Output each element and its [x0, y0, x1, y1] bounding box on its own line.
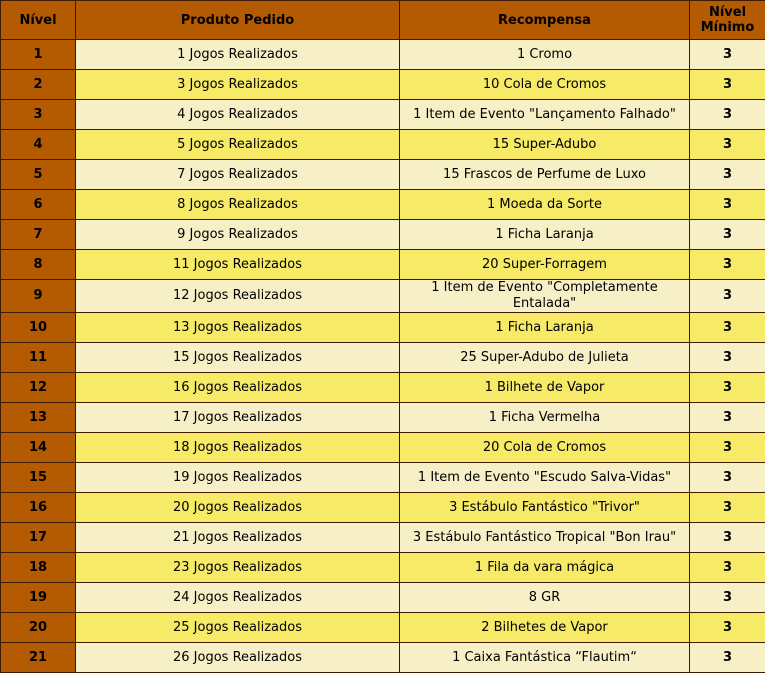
level-cell: 3 — [1, 100, 76, 130]
product-cell: 17 Jogos Realizados — [76, 403, 400, 433]
table-row — [1, 160, 765, 190]
product-cell: 24 Jogos Realizados — [76, 583, 400, 613]
product-cell: 13 Jogos Realizados — [76, 313, 400, 343]
reward-cell: 10 Cola de Cromos — [400, 70, 690, 100]
level-cell: 17 — [1, 523, 76, 553]
table-header — [1, 1, 765, 40]
header-requested-product: Produto Pedido — [76, 1, 400, 40]
min-level-cell: 3 — [690, 250, 765, 280]
level-cell: 6 — [1, 190, 76, 220]
level-cell: 13 — [1, 403, 76, 433]
min-level-cell: 3 — [690, 130, 765, 160]
product-cell: 26 Jogos Realizados — [76, 643, 400, 673]
header-reward: Recompensa — [400, 1, 690, 40]
table-row — [1, 373, 765, 403]
min-level-cell: 3 — [690, 70, 765, 100]
reward-cell: 15 Frascos de Perfume de Luxo — [400, 160, 690, 190]
level-cell: 11 — [1, 343, 76, 373]
table-body — [1, 40, 765, 673]
reward-cell: 1 Bilhete de Vapor — [400, 373, 690, 403]
reward-cell: 25 Super-Adubo de Julieta — [400, 343, 690, 373]
level-cell: 18 — [1, 553, 76, 583]
reward-cell: 1 Item de Evento "Lançamento Falhado" — [400, 100, 690, 130]
min-level-cell: 3 — [690, 523, 765, 553]
table-row — [1, 553, 765, 583]
product-cell: 18 Jogos Realizados — [76, 433, 400, 463]
product-cell: 16 Jogos Realizados — [76, 373, 400, 403]
table-row — [1, 190, 765, 220]
table-row — [1, 220, 765, 250]
product-cell: 9 Jogos Realizados — [76, 220, 400, 250]
reward-cell: 15 Super-Adubo — [400, 130, 690, 160]
min-level-cell: 3 — [690, 403, 765, 433]
table-row — [1, 130, 765, 160]
min-level-cell: 3 — [690, 613, 765, 643]
product-cell: 11 Jogos Realizados — [76, 250, 400, 280]
reward-cell: 1 Ficha Laranja — [400, 313, 690, 343]
level-cell: 5 — [1, 160, 76, 190]
min-level-cell: 3 — [690, 343, 765, 373]
level-cell: 1 — [1, 40, 76, 70]
reward-cell: 1 Item de Evento "Escudo Salva-Vidas" — [400, 463, 690, 493]
level-cell: 7 — [1, 220, 76, 250]
table-row — [1, 433, 765, 463]
product-cell: 8 Jogos Realizados — [76, 190, 400, 220]
product-cell: 21 Jogos Realizados — [76, 523, 400, 553]
reward-cell: 1 Item de Evento "Completamente Entalada" — [400, 280, 690, 313]
min-level-cell: 3 — [690, 160, 765, 190]
min-level-cell: 3 — [690, 643, 765, 673]
level-cell: 16 — [1, 493, 76, 523]
header-min-level: Nível Mínimo — [690, 1, 765, 40]
table-row — [1, 643, 765, 673]
level-cell: 8 — [1, 250, 76, 280]
min-level-cell: 3 — [690, 463, 765, 493]
table-row — [1, 313, 765, 343]
reward-cell: 20 Super-Forragem — [400, 250, 690, 280]
min-level-cell: 3 — [690, 493, 765, 523]
min-level-cell: 3 — [690, 433, 765, 463]
product-cell: 25 Jogos Realizados — [76, 613, 400, 643]
min-level-cell: 3 — [690, 280, 765, 313]
min-level-cell: 3 — [690, 190, 765, 220]
min-level-cell: 3 — [690, 40, 765, 70]
table-row — [1, 493, 765, 523]
level-cell: 12 — [1, 373, 76, 403]
header-row — [1, 1, 765, 40]
level-cell: 14 — [1, 433, 76, 463]
min-level-cell: 3 — [690, 583, 765, 613]
table-row — [1, 250, 765, 280]
level-cell: 4 — [1, 130, 76, 160]
level-cell: 20 — [1, 613, 76, 643]
table-row — [1, 280, 765, 313]
reward-cell: 20 Cola de Cromos — [400, 433, 690, 463]
table-row — [1, 463, 765, 493]
table-row — [1, 523, 765, 553]
level-cell: 9 — [1, 280, 76, 313]
reward-cell: 1 Fila da vara mágica — [400, 553, 690, 583]
reward-cell: 3 Estábulo Fantástico "Trivor" — [400, 493, 690, 523]
level-cell: 2 — [1, 70, 76, 100]
product-cell: 12 Jogos Realizados — [76, 280, 400, 313]
reward-cell: 3 Estábulo Fantástico Tropical "Bon Irau" — [400, 523, 690, 553]
header-level: Nível — [1, 1, 76, 40]
reward-cell: 1 Cromo — [400, 40, 690, 70]
table-row — [1, 403, 765, 433]
min-level-cell: 3 — [690, 373, 765, 403]
table-row — [1, 100, 765, 130]
reward-cell: 8 GR — [400, 583, 690, 613]
reward-cell: 1 Caixa Fantástica “Flautim“ — [400, 643, 690, 673]
table-row — [1, 583, 765, 613]
product-cell: 1 Jogos Realizados — [76, 40, 400, 70]
table-row — [1, 40, 765, 70]
product-cell: 15 Jogos Realizados — [76, 343, 400, 373]
level-cell: 15 — [1, 463, 76, 493]
level-cell: 19 — [1, 583, 76, 613]
table-row — [1, 70, 765, 100]
product-cell: 4 Jogos Realizados — [76, 100, 400, 130]
product-cell: 5 Jogos Realizados — [76, 130, 400, 160]
min-level-cell: 3 — [690, 553, 765, 583]
reward-cell: 2 Bilhetes de Vapor — [400, 613, 690, 643]
product-cell: 20 Jogos Realizados — [76, 493, 400, 523]
product-cell: 19 Jogos Realizados — [76, 463, 400, 493]
min-level-cell: 3 — [690, 220, 765, 250]
product-cell: 7 Jogos Realizados — [76, 160, 400, 190]
table-row — [1, 613, 765, 643]
min-level-cell: 3 — [690, 313, 765, 343]
min-level-cell: 3 — [690, 100, 765, 130]
reward-cell: 1 Moeda da Sorte — [400, 190, 690, 220]
reward-cell: 1 Ficha Laranja — [400, 220, 690, 250]
product-cell: 3 Jogos Realizados — [76, 70, 400, 100]
level-cell: 21 — [1, 643, 76, 673]
reward-cell: 1 Ficha Vermelha — [400, 403, 690, 433]
product-cell: 23 Jogos Realizados — [76, 553, 400, 583]
table-row — [1, 343, 765, 373]
level-cell: 10 — [1, 313, 76, 343]
